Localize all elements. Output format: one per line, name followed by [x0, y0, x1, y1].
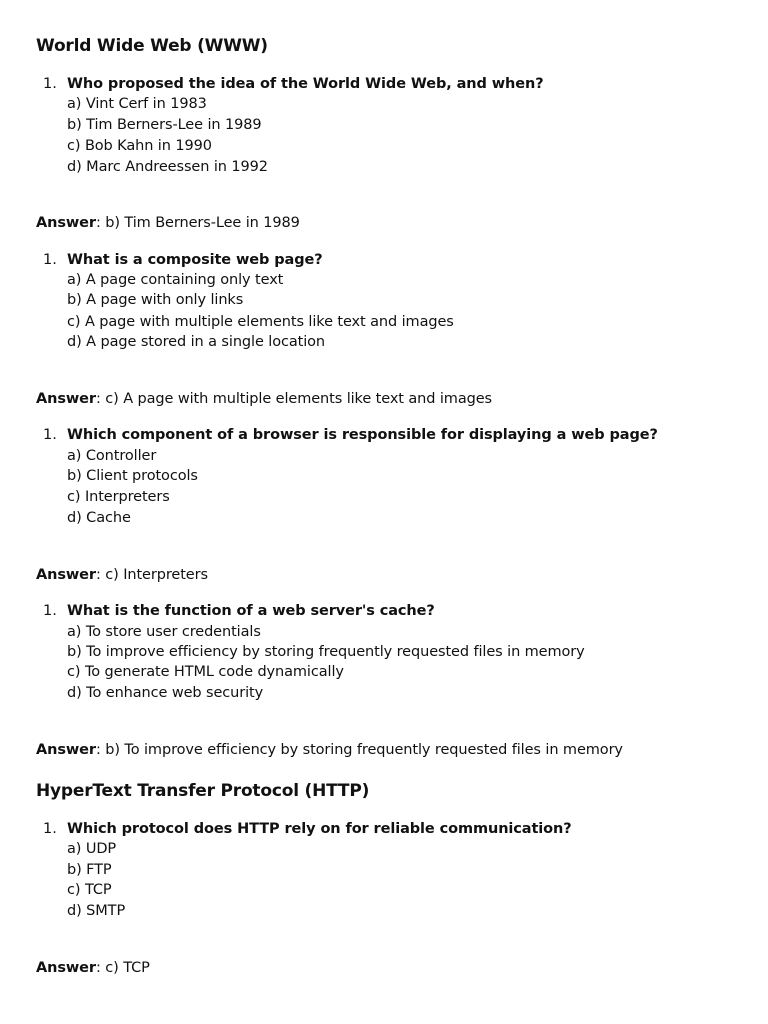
option-a: a) Vint Cerf in 1983	[67, 96, 207, 112]
answer-text: : b) Tim Berners-Lee in 1989	[95, 215, 300, 231]
answer-text: : b) To improve efficiency by storing frequently requested files in memory	[95, 742, 623, 758]
answer-label: Answer	[36, 215, 96, 231]
option-c: c) A page with multiple elements like text and images	[67, 314, 454, 330]
answer-label: Answer	[36, 960, 96, 976]
option-b: b) To improve efficiency by storing frequently requested files in memory	[67, 644, 585, 660]
option-b: b) Client protocols	[67, 468, 198, 484]
question-text: What is the function of a web server's cache?	[67, 603, 435, 619]
answer-line	[36, 391, 492, 407]
option-b: b) Tim Berners-Lee in 1989	[67, 117, 262, 133]
section-heading-http: HyperText Transfer Protocol (HTTP)	[36, 781, 370, 801]
option-a: a) A page containing only text	[67, 272, 284, 288]
answer-label: Answer	[36, 742, 96, 758]
question-number: 1.	[43, 427, 57, 443]
answer-text: : c) A page with multiple elements like text and images	[95, 391, 493, 407]
answer-label: Answer	[36, 391, 96, 407]
option-c: c) Interpreters	[67, 489, 170, 505]
option-c: c) Bob Kahn in 1990	[67, 138, 212, 154]
question-text: What is a composite web page?	[67, 252, 323, 268]
section-heading-www: World Wide Web (WWW)	[36, 36, 268, 56]
answer-line	[36, 742, 623, 758]
option-d: d) To enhance web security	[67, 685, 264, 701]
answer-line	[36, 567, 208, 583]
answer-text: : c) Interpreters	[95, 567, 208, 583]
answer-line	[36, 960, 150, 976]
option-b: b) FTP	[67, 862, 112, 878]
option-d: d) A page stored in a single location	[67, 334, 326, 350]
option-d: d) Cache	[67, 510, 131, 526]
option-a: a) Controller	[67, 448, 157, 464]
question-number: 1.	[43, 821, 57, 837]
option-c: c) TCP	[67, 882, 112, 898]
question-text: Which component of a browser is responsible for displaying a web page?	[67, 427, 658, 443]
question-number: 1.	[43, 603, 57, 619]
answer-text: : c) TCP	[95, 960, 150, 976]
option-a: a) UDP	[67, 841, 117, 857]
option-c: c) To generate HTML code dynamically	[67, 664, 344, 680]
question-number: 1.	[43, 252, 57, 268]
option-b: b) A page with only links	[67, 292, 244, 308]
question-text: Which protocol does HTTP rely on for reliable communication?	[67, 821, 572, 837]
option-d: d) SMTP	[67, 903, 126, 919]
option-d: d) Marc Andreessen in 1992	[67, 159, 268, 175]
answer-line	[36, 215, 300, 231]
option-a: a) To store user credentials	[67, 624, 261, 640]
question-text: Who proposed the idea of the World Wide Web, and when?	[67, 76, 544, 92]
answer-label: Answer	[36, 567, 96, 583]
question-number: 1.	[43, 76, 57, 92]
